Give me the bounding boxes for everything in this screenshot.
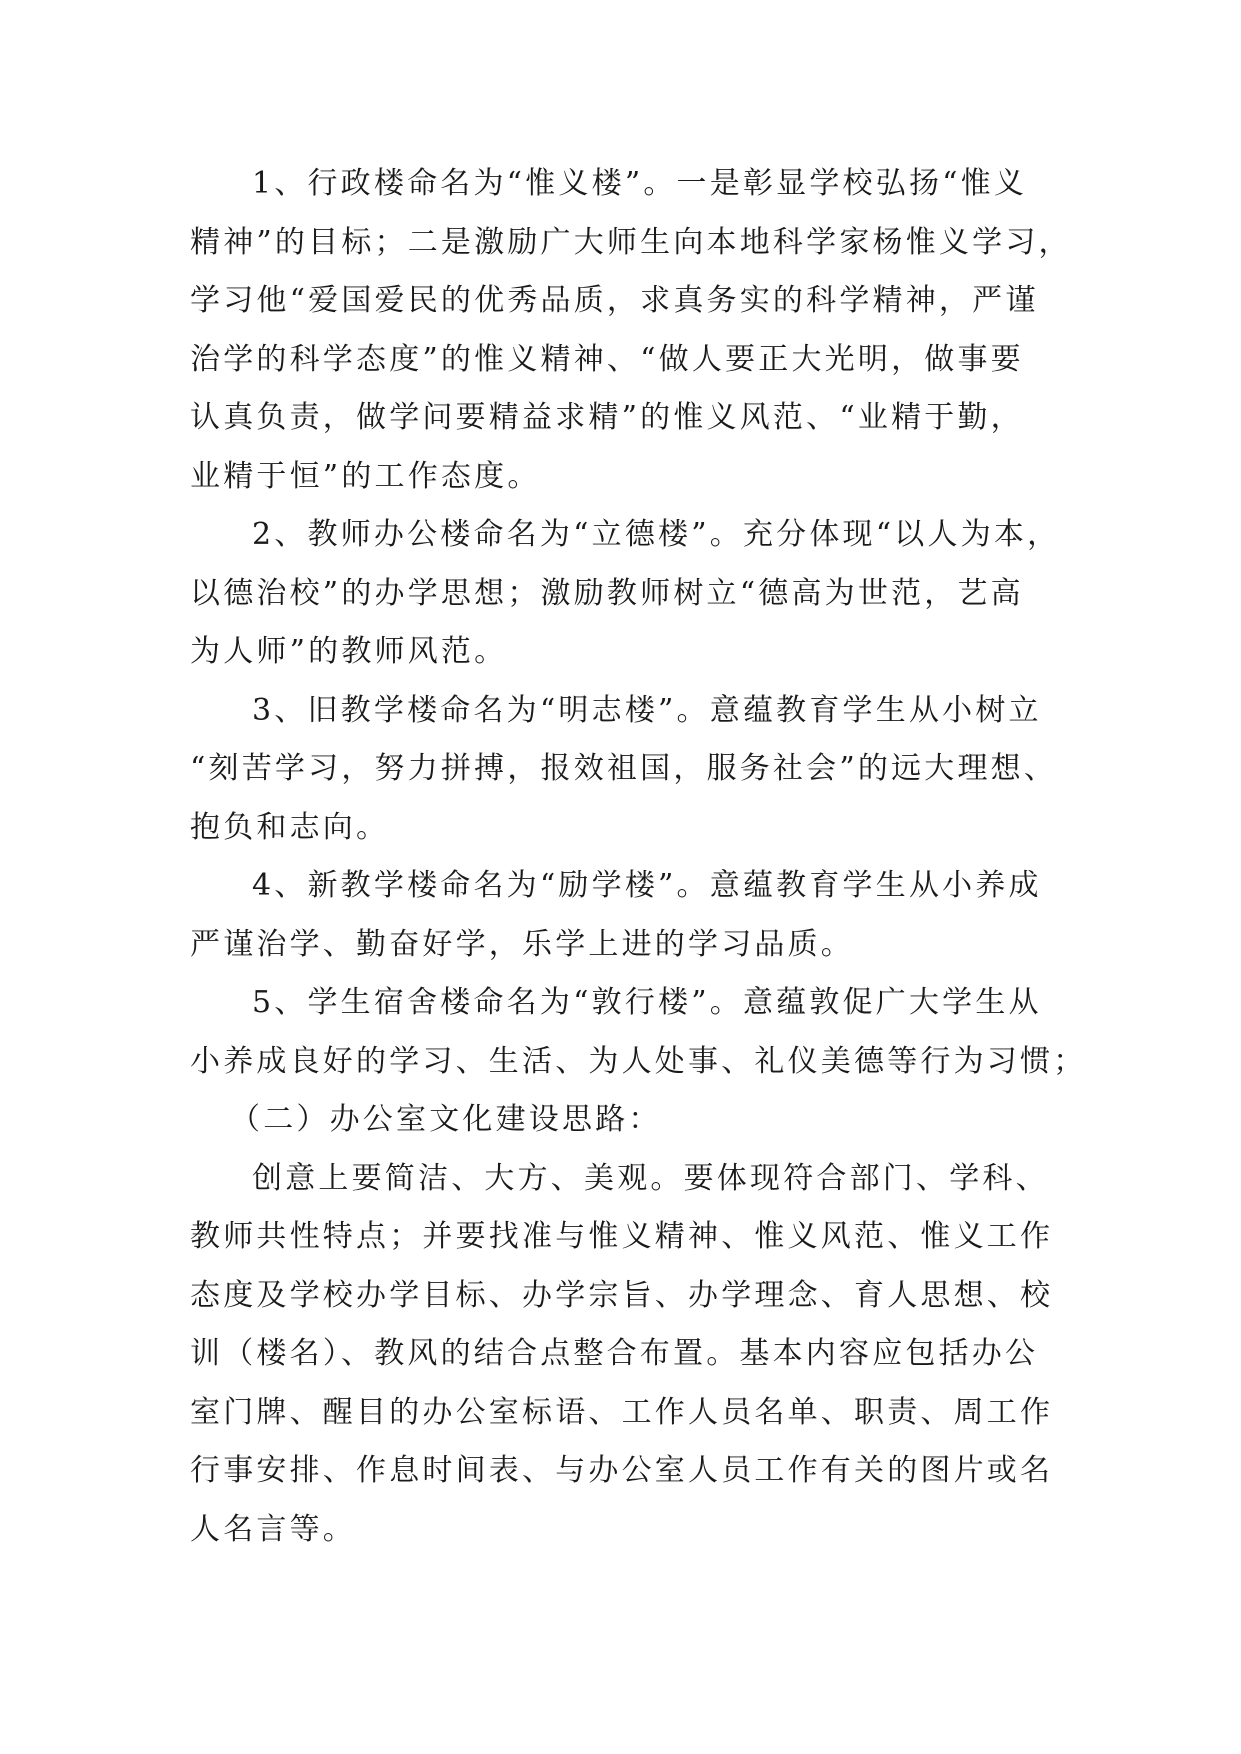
text-line: 创意上要简洁、大方、美观。要体现符合部门、学科、 (252, 1160, 1049, 1196)
text-line: 1、行政楼命名为“惟义楼”。一是彰显学校弘扬“惟义 (252, 166, 1028, 201)
text-line: 3、旧教学楼命名为“明志楼”。意蕴教育学生从小树立 (252, 692, 1042, 728)
paragraph-1 (190, 155, 1072, 506)
text-line: 教师共性特点；并要找准与惟义精神、惟义风范、惟义工作 (190, 1219, 1054, 1254)
text-line: 抱负和志向。 (190, 809, 390, 845)
paragraph-3 (190, 682, 1058, 858)
text-line: 精神”的目标；二是激励广大师生向本地科学家杨惟义学习， (190, 224, 1072, 260)
document-body (190, 155, 1087, 1559)
paragraph-4 (190, 857, 1050, 974)
text-line: 业精于恒”的工作态度。 (190, 458, 541, 494)
text-line: 为人师”的教师风范。 (190, 634, 508, 669)
text-line: 严谨治学、勤奋好学，乐学上进的学习品质。 (190, 926, 854, 962)
text-line: 2、教师办公楼命名为“立德楼”。充分体现“以人为本， (252, 517, 1061, 552)
section-heading-block (190, 1091, 1050, 1150)
text-line: 以德治校”的办学思想；激励教师树立“德高为世范，艺高 (190, 575, 1024, 611)
text-line: 训（楼名）、教风的结合点整合布置。基本内容应包括办公 (190, 1336, 1039, 1371)
text-line: “刻苦学习，努力拼搏，报效祖国，服务社会”的远大理想、 (190, 751, 1058, 786)
text-line: 学习他“爱国爱民的优秀品质，求真务实的科学精神，严谨 (190, 283, 1039, 318)
text-line: 治学的科学态度”的惟义精神、“做人要正大光明，做事要 (190, 341, 1024, 377)
paragraph-2 (190, 506, 1061, 682)
paragraph-6 (190, 1150, 1054, 1560)
text-line: 态度及学校办学目标、办学宗旨、办学理念、育人思想、校 (190, 1277, 1054, 1313)
text-line: 小养成良好的学习、生活、为人处事、礼仪美德等行为习惯； (190, 1043, 1087, 1079)
text-line: 行事安排、作息时间表、与办公室人员工作有关的图片或名 (190, 1453, 1054, 1488)
text-line: 室门牌、醒目的办公室标语、工作人员名单、职责、周工作 (190, 1394, 1054, 1430)
text-line: 认真负责，做学问要精益求精”的惟义风范、“业精于勤， (190, 400, 1024, 435)
paragraph-5 (190, 974, 1087, 1091)
text-line: 5、学生宿舍楼命名为“敦行楼”。意蕴敦促广大学生从 (252, 985, 1042, 1020)
text-line: 4、新教学楼命名为“励学楼”。意蕴教育学生从小养成 (252, 868, 1042, 903)
section-heading: （二）办公室文化建设思路： (230, 1102, 662, 1137)
text-line: 人名言等。 (190, 1511, 356, 1547)
